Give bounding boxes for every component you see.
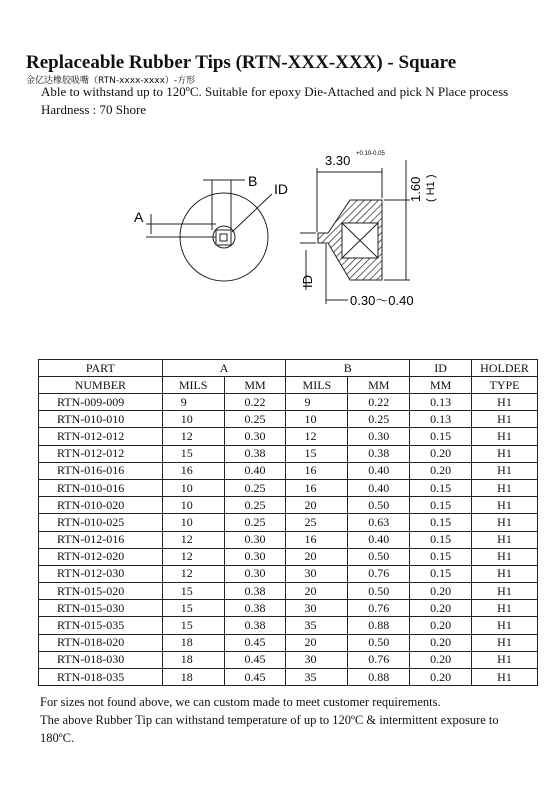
- table-cell: 18: [162, 651, 224, 668]
- table-cell: RTN-012-012: [39, 428, 163, 445]
- table-cell: 0.88: [348, 669, 410, 686]
- table-cell: H1: [472, 428, 538, 445]
- table-cell: 0.25: [224, 497, 286, 514]
- table-row: [39, 514, 538, 531]
- parts-table: [38, 359, 538, 686]
- table-row: [39, 651, 538, 668]
- header-id: ID: [410, 360, 472, 377]
- table-cell: RTN-009-009: [39, 394, 163, 411]
- table-cell: RTN-018-020: [39, 634, 163, 651]
- table-cell: H1: [472, 651, 538, 668]
- technical-drawing: [120, 140, 460, 330]
- table-cell: 0.20: [410, 462, 472, 479]
- table-cell: 0.40: [348, 479, 410, 496]
- table-cell: RTN-012-030: [39, 565, 163, 582]
- table-cell: 0.15: [410, 497, 472, 514]
- table-cell: 0.76: [348, 600, 410, 617]
- dim-length: 3.30: [325, 153, 351, 168]
- table-cell: H1: [472, 394, 538, 411]
- table-cell: RTN-010-016: [39, 479, 163, 496]
- table-cell: 9: [162, 394, 224, 411]
- table-cell: 0.50: [348, 634, 410, 651]
- description: Able to withstand up to 120ºC. Suitable for epoxy Die-Attached and pick N Place process: [41, 84, 509, 99]
- table-cell: 18: [162, 669, 224, 686]
- footer-line-1: For sizes not found above, we can custom made to meet customer requirements.: [40, 695, 441, 709]
- dim-height: 1.60: [408, 176, 423, 202]
- dim-tol: +0.10-0.05: [356, 151, 385, 157]
- table-cell: 16: [162, 462, 224, 479]
- header-mm-id: MM: [410, 377, 472, 394]
- footer-line-2: The above Rubber Tip can withstand temperature of up to 120ºC & intermittent exposure to 180ºC.: [40, 713, 499, 745]
- table-cell: 0.20: [410, 634, 472, 651]
- table-cell: 0.20: [410, 617, 472, 634]
- table-cell: 12: [162, 428, 224, 445]
- table-row: [39, 497, 538, 514]
- table-cell: RTN-010-010: [39, 411, 163, 428]
- table-cell: 0.50: [348, 548, 410, 565]
- table-row: [39, 411, 538, 428]
- table-cell: 0.20: [410, 669, 472, 686]
- table-row: [39, 428, 538, 445]
- table-cell: H1: [472, 548, 538, 565]
- table-cell: 30: [286, 565, 348, 582]
- table-cell: 0.25: [224, 411, 286, 428]
- table-cell: RTN-015-020: [39, 583, 163, 600]
- table-cell: 0.50: [348, 497, 410, 514]
- table-cell: 0.25: [348, 411, 410, 428]
- table-cell: RTN-015-035: [39, 617, 163, 634]
- table-row: [39, 617, 538, 634]
- table-cell: 15: [162, 600, 224, 617]
- table-cell: RTN-018-035: [39, 669, 163, 686]
- table-cell: 20: [286, 583, 348, 600]
- table-cell: 0.25: [224, 514, 286, 531]
- table-cell: 0.20: [410, 600, 472, 617]
- front-view: [146, 180, 272, 281]
- header-holder: HOLDER: [472, 360, 538, 377]
- table-cell: 0.22: [224, 394, 286, 411]
- table-cell: 10: [162, 497, 224, 514]
- table-cell: 0.30: [224, 531, 286, 548]
- table-cell: RTN-010-020: [39, 497, 163, 514]
- table-cell: H1: [472, 479, 538, 496]
- table-cell: 12: [286, 428, 348, 445]
- table-cell: 0.30: [348, 428, 410, 445]
- table-cell: 20: [286, 497, 348, 514]
- label-a: A: [134, 209, 144, 225]
- table-row: [39, 548, 538, 565]
- table-row: [39, 583, 538, 600]
- table-cell: 15: [286, 445, 348, 462]
- table-cell: 0.15: [410, 565, 472, 582]
- table-row: [39, 479, 538, 496]
- table-cell: H1: [472, 583, 538, 600]
- table-cell: 0.15: [410, 548, 472, 565]
- table-cell: 0.40: [348, 462, 410, 479]
- table-cell: 0.88: [348, 617, 410, 634]
- table-cell: 0.13: [410, 411, 472, 428]
- table-cell: RTN-018-030: [39, 651, 163, 668]
- table-cell: 12: [162, 565, 224, 582]
- header-part: PART: [39, 360, 163, 377]
- table-cell: 0.40: [224, 462, 286, 479]
- label-id-front: ID: [274, 181, 288, 197]
- label-id-side: ID: [300, 275, 315, 288]
- dim-h1: ( H1 ): [425, 174, 437, 202]
- table-cell: 12: [162, 531, 224, 548]
- table-cell: 18: [162, 634, 224, 651]
- table-cell: 15: [162, 445, 224, 462]
- table-row: [39, 634, 538, 651]
- table-cell: 15: [162, 583, 224, 600]
- table-cell: 0.30: [224, 565, 286, 582]
- table-cell: 0.22: [348, 394, 410, 411]
- header-mils-a: MILS: [162, 377, 224, 394]
- table-cell: RTN-012-020: [39, 548, 163, 565]
- hardness: Hardness : 70 Shore: [41, 102, 147, 117]
- table-cell: 0.13: [410, 394, 472, 411]
- table-cell: H1: [472, 634, 538, 651]
- table-cell: 0.15: [410, 531, 472, 548]
- table-cell: H1: [472, 600, 538, 617]
- header-number: NUMBER: [39, 377, 163, 394]
- table-cell: H1: [472, 669, 538, 686]
- table-cell: 10: [162, 411, 224, 428]
- table-cell: 0.20: [410, 651, 472, 668]
- table-cell: 9: [286, 394, 348, 411]
- table-cell: 0.20: [410, 445, 472, 462]
- table-cell: 20: [286, 548, 348, 565]
- header-mm-b: MM: [348, 377, 410, 394]
- side-view: [300, 160, 410, 304]
- table-cell: 0.45: [224, 669, 286, 686]
- table-cell: H1: [472, 445, 538, 462]
- table-cell: H1: [472, 617, 538, 634]
- table-cell: 0.30: [224, 428, 286, 445]
- chinese-subtitle: 金亿达橡胶吸嘴（RTN-xxxx-xxxx）-方形: [26, 76, 196, 86]
- footer-notes: [40, 693, 520, 747]
- table-cell: 0.76: [348, 651, 410, 668]
- table-cell: 10: [286, 411, 348, 428]
- table-cell: 10: [162, 514, 224, 531]
- table-row: [39, 600, 538, 617]
- table-cell: RTN-010-025: [39, 514, 163, 531]
- table-cell: 0.20: [410, 583, 472, 600]
- table-cell: 10: [162, 479, 224, 496]
- table-cell: RTN-012-012: [39, 445, 163, 462]
- table-row: [39, 462, 538, 479]
- table-row: [39, 445, 538, 462]
- table-cell: 0.76: [348, 565, 410, 582]
- table-cell: H1: [472, 411, 538, 428]
- table-cell: 20: [286, 634, 348, 651]
- table-cell: RTN-012-016: [39, 531, 163, 548]
- table-cell: 0.15: [410, 479, 472, 496]
- table-cell: RTN-015-030: [39, 600, 163, 617]
- table-cell: 0.15: [410, 428, 472, 445]
- table-row: [39, 531, 538, 548]
- table-cell: 0.38: [348, 445, 410, 462]
- table-cell: 0.50: [348, 583, 410, 600]
- table-cell: 25: [286, 514, 348, 531]
- table-cell: 16: [286, 479, 348, 496]
- table-cell: 12: [162, 548, 224, 565]
- table-cell: 35: [286, 669, 348, 686]
- table-cell: 0.30: [224, 548, 286, 565]
- table-cell: 0.38: [224, 600, 286, 617]
- table-cell: 0.40: [348, 531, 410, 548]
- table-cell: H1: [472, 565, 538, 582]
- dim-tip: 0.30～0.40: [350, 293, 414, 308]
- header-a: A: [162, 360, 286, 377]
- header-mm-a: MM: [224, 377, 286, 394]
- table-cell: 0.15: [410, 514, 472, 531]
- table-cell: 0.38: [224, 445, 286, 462]
- table-cell: 0.38: [224, 583, 286, 600]
- table-cell: H1: [472, 531, 538, 548]
- table-cell: 0.38: [224, 617, 286, 634]
- table-cell: 16: [286, 462, 348, 479]
- label-b: B: [248, 173, 258, 189]
- table-cell: 0.45: [224, 651, 286, 668]
- page-title: Replaceable Rubber Tips (RTN-XXX-XXX) - Square: [26, 52, 457, 73]
- table-cell: RTN-016-016: [39, 462, 163, 479]
- table-cell: 30: [286, 651, 348, 668]
- table-cell: H1: [472, 497, 538, 514]
- header-b: B: [286, 360, 410, 377]
- table-cell: 35: [286, 617, 348, 634]
- table-cell: 0.63: [348, 514, 410, 531]
- table-row: [39, 669, 538, 686]
- header-mils-b: MILS: [286, 377, 348, 394]
- header-type: TYPE: [472, 377, 538, 394]
- table-cell: 0.25: [224, 479, 286, 496]
- table-cell: 0.45: [224, 634, 286, 651]
- table-cell: H1: [472, 462, 538, 479]
- table-row: [39, 565, 538, 582]
- table-cell: 16: [286, 531, 348, 548]
- table-row: [39, 394, 538, 411]
- table-cell: H1: [472, 514, 538, 531]
- table-cell: 15: [162, 617, 224, 634]
- table-cell: 30: [286, 600, 348, 617]
